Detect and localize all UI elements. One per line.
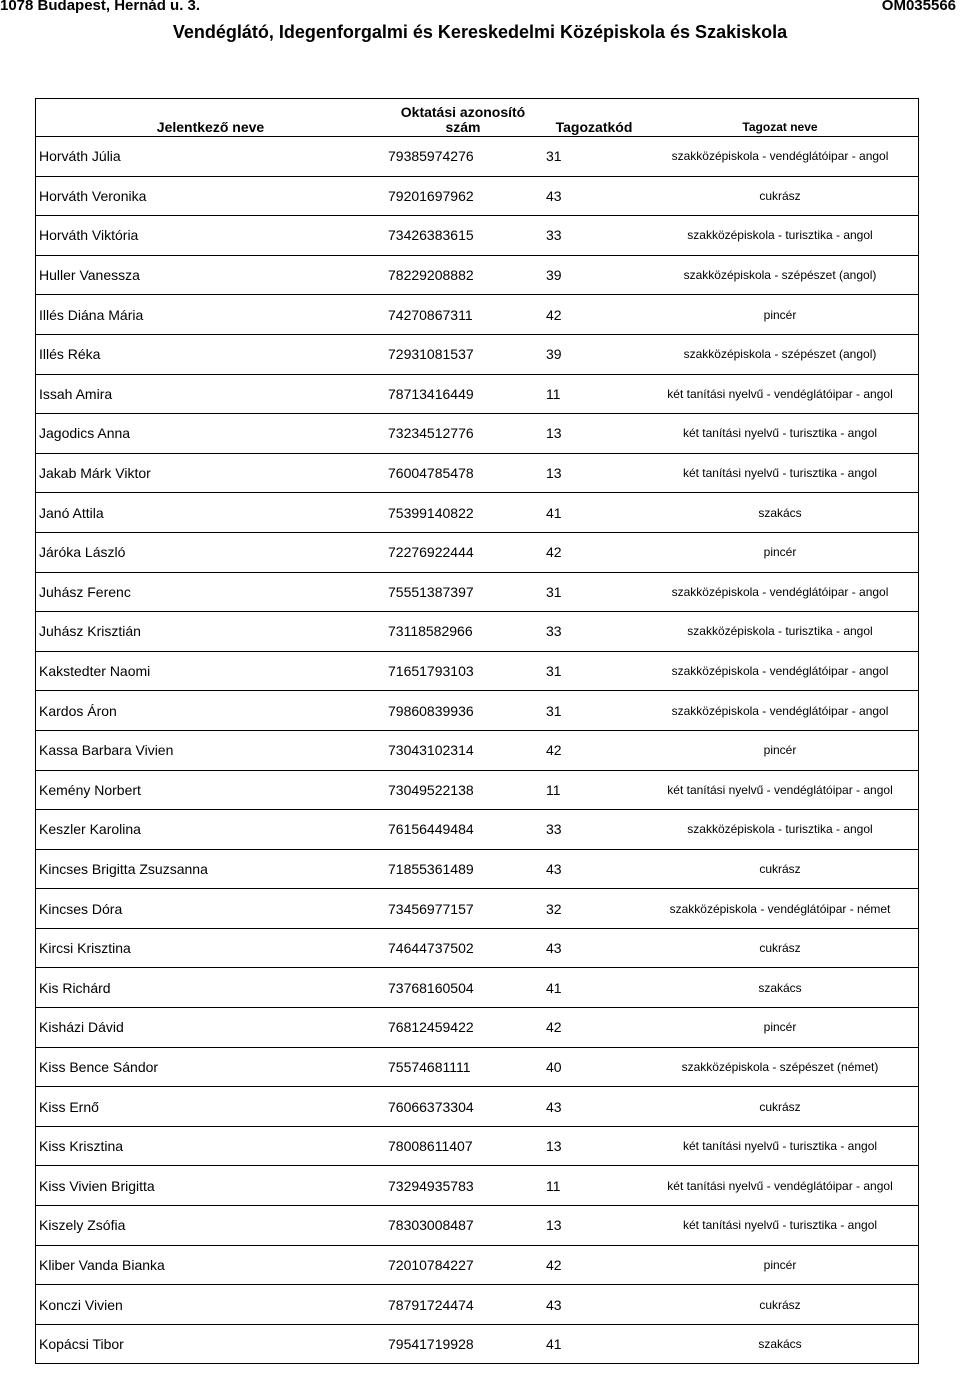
applicant-name-cell: Horváth Júlia xyxy=(36,137,383,177)
section-name-cell: szakács xyxy=(642,968,919,1008)
applicant-name-cell: Keszler Karolina xyxy=(36,810,383,850)
table-row xyxy=(36,810,919,850)
section-name-cell: pincér xyxy=(642,295,919,335)
section-code-cell: 13 xyxy=(538,453,642,493)
applicant-name-cell: Kiszely Zsófia xyxy=(36,1206,383,1246)
address: 1078 Budapest, Hernád u. 3. xyxy=(0,0,201,14)
table-row xyxy=(36,334,919,374)
table-row xyxy=(36,493,919,533)
om-code: OM035566 xyxy=(881,0,956,14)
table-row xyxy=(36,414,919,454)
section-code-cell: 42 xyxy=(538,295,642,335)
applicant-name-cell: Kiss Ernő xyxy=(36,1087,383,1127)
applicant-name-cell: Kircsi Krisztina xyxy=(36,928,383,968)
section-code-cell: 31 xyxy=(538,691,642,731)
education-id-cell: 79860839936 xyxy=(382,691,538,731)
section-code-cell: 13 xyxy=(538,1126,642,1166)
education-id-cell: 73043102314 xyxy=(382,730,538,770)
table-row xyxy=(36,928,919,968)
education-id-cell: 72010784227 xyxy=(382,1245,538,1285)
table-row xyxy=(36,889,919,929)
column-header-id-line1: Oktatási azonosító xyxy=(400,104,526,120)
applicant-name-cell: Kemény Norbert xyxy=(36,770,383,810)
applicant-name-cell: Kincses Brigitta Zsuzsanna xyxy=(36,849,383,889)
section-code-cell: 32 xyxy=(538,889,642,929)
column-header-id xyxy=(382,99,538,137)
section-name-cell: szakközépiskola - turisztika - angol xyxy=(642,810,919,850)
table-body xyxy=(36,137,919,1364)
section-name-cell: szakközépiskola - vendéglátóipar - angol xyxy=(642,691,919,731)
table-row xyxy=(36,1087,919,1127)
education-id-cell: 73426383615 xyxy=(382,216,538,256)
section-name-cell: két tanítási nyelvű - turisztika - angol xyxy=(642,453,919,493)
section-name-cell: két tanítási nyelvű - vendéglátóipar - angol xyxy=(642,374,919,414)
education-id-cell: 79385974276 xyxy=(382,137,538,177)
education-id-cell: 78713416449 xyxy=(382,374,538,414)
table-row xyxy=(36,137,919,177)
column-header-code: Tagozatkód xyxy=(538,99,642,137)
education-id-cell: 73456977157 xyxy=(382,889,538,929)
school-name: Vendéglátó, Idegenforgalmi és Kereskedelmi Középiskola és Szakiskola xyxy=(172,22,788,42)
table-row xyxy=(36,1126,919,1166)
section-name-cell: szakközépiskola - szépészet (angol) xyxy=(642,255,919,295)
applicant-name-cell: Jakab Márk Viktor xyxy=(36,453,383,493)
education-id-cell: 79201697962 xyxy=(382,176,538,216)
applicant-name-cell: Juhász Krisztián xyxy=(36,612,383,652)
applicant-name-cell: Kis Richárd xyxy=(36,968,383,1008)
table-row xyxy=(36,1047,919,1087)
section-code-cell: 43 xyxy=(538,1285,642,1325)
table-row xyxy=(36,295,919,335)
section-name-cell: két tanítási nyelvű - turisztika - angol xyxy=(642,1206,919,1246)
education-id-cell: 73234512776 xyxy=(382,414,538,454)
applicant-name-cell: Kiss Krisztina xyxy=(36,1126,383,1166)
table-row xyxy=(36,255,919,295)
section-name-cell: szakközépiskola - vendéglátóipar - angol xyxy=(642,651,919,691)
applicant-name-cell: Juhász Ferenc xyxy=(36,572,383,612)
applicant-name-cell: Kardos Áron xyxy=(36,691,383,731)
section-code-cell: 39 xyxy=(538,255,642,295)
section-code-cell: 31 xyxy=(538,137,642,177)
education-id-cell: 76004785478 xyxy=(382,453,538,493)
education-id-cell: 79541719928 xyxy=(382,1324,538,1364)
education-id-cell: 73049522138 xyxy=(382,770,538,810)
applicant-name-cell: Kiss Bence Sándor xyxy=(36,1047,383,1087)
applicant-name-cell: Horváth Veronika xyxy=(36,176,383,216)
section-code-cell: 33 xyxy=(538,612,642,652)
section-name-cell: két tanítási nyelvű - turisztika - angol xyxy=(642,414,919,454)
table-row xyxy=(36,532,919,572)
education-id-cell: 75399140822 xyxy=(382,493,538,533)
applicant-name-cell: Kiss Vivien Brigitta xyxy=(36,1166,383,1206)
section-code-cell: 40 xyxy=(538,1047,642,1087)
section-name-cell: pincér xyxy=(642,532,919,572)
section-code-cell: 11 xyxy=(538,1166,642,1206)
education-id-cell: 76812459422 xyxy=(382,1008,538,1048)
applicant-name-cell: Kakstedter Naomi xyxy=(36,651,383,691)
section-code-cell: 43 xyxy=(538,849,642,889)
section-code-cell: 31 xyxy=(538,572,642,612)
applicant-name-cell: Jagodics Anna xyxy=(36,414,383,454)
applicant-name-cell: Konczi Vivien xyxy=(36,1285,383,1325)
applicant-name-cell: Kopácsi Tibor xyxy=(36,1324,383,1364)
section-name-cell: cukrász xyxy=(642,1087,919,1127)
column-header-id-line2: szám xyxy=(445,119,481,135)
applicant-name-cell: Kisházi Dávid xyxy=(36,1008,383,1048)
section-name-cell: cukrász xyxy=(642,1285,919,1325)
section-code-cell: 43 xyxy=(538,176,642,216)
table-row xyxy=(36,691,919,731)
table-row xyxy=(36,453,919,493)
section-name-cell: szakközépiskola - turisztika - angol xyxy=(642,612,919,652)
table-row xyxy=(36,216,919,256)
section-name-cell: két tanítási nyelvű - vendéglátóipar - angol xyxy=(642,770,919,810)
education-id-cell: 71651793103 xyxy=(382,651,538,691)
education-id-cell: 78791724474 xyxy=(382,1285,538,1325)
education-id-cell: 73118582966 xyxy=(382,612,538,652)
section-name-cell: cukrász xyxy=(642,928,919,968)
education-id-cell: 73294935783 xyxy=(382,1166,538,1206)
section-name-cell: szakközépiskola - szépészet (angol) xyxy=(642,334,919,374)
education-id-cell: 74270867311 xyxy=(382,295,538,335)
applicants-table xyxy=(35,98,919,1364)
section-code-cell: 42 xyxy=(538,1245,642,1285)
table-row xyxy=(36,1166,919,1206)
table-row xyxy=(36,176,919,216)
applicant-name-cell: Kassa Barbara Vivien xyxy=(36,730,383,770)
section-name-cell: szakközépiskola - vendéglátóipar - angol xyxy=(642,137,919,177)
header-line xyxy=(0,0,960,14)
table-row xyxy=(36,770,919,810)
table-row xyxy=(36,572,919,612)
applicant-name-cell: Illés Réka xyxy=(36,334,383,374)
table-row xyxy=(36,374,919,414)
applicant-name-cell: Huller Vanessza xyxy=(36,255,383,295)
section-name-cell: pincér xyxy=(642,1245,919,1285)
applicant-name-cell: Illés Diána Mária xyxy=(36,295,383,335)
table-row xyxy=(36,1285,919,1325)
education-id-cell: 73768160504 xyxy=(382,968,538,1008)
section-code-cell: 31 xyxy=(538,651,642,691)
applicant-name-cell: Kliber Vanda Bianka xyxy=(36,1245,383,1285)
section-code-cell: 13 xyxy=(538,1206,642,1246)
table-row xyxy=(36,849,919,889)
applicant-name-cell: Járóka László xyxy=(36,532,383,572)
section-code-cell: 11 xyxy=(538,770,642,810)
section-code-cell: 13 xyxy=(538,414,642,454)
section-name-cell: szakács xyxy=(642,493,919,533)
table-row xyxy=(36,1008,919,1048)
section-name-cell: pincér xyxy=(642,730,919,770)
table-row xyxy=(36,1245,919,1285)
education-id-cell: 72931081537 xyxy=(382,334,538,374)
section-code-cell: 43 xyxy=(538,1087,642,1127)
section-code-cell: 11 xyxy=(538,374,642,414)
table-row xyxy=(36,651,919,691)
section-code-cell: 43 xyxy=(538,928,642,968)
table-row xyxy=(36,730,919,770)
applicant-name-cell: Janó Attila xyxy=(36,493,383,533)
section-name-cell: cukrász xyxy=(642,849,919,889)
education-id-cell: 75574681111 xyxy=(382,1047,538,1087)
section-code-cell: 41 xyxy=(538,1324,642,1364)
table-row xyxy=(36,1206,919,1246)
section-code-cell: 41 xyxy=(538,968,642,1008)
table-header-row xyxy=(36,99,919,137)
education-id-cell: 78008611407 xyxy=(382,1126,538,1166)
education-id-cell: 72276922444 xyxy=(382,532,538,572)
applicant-name-cell: Kincses Dóra xyxy=(36,889,383,929)
section-code-cell: 42 xyxy=(538,730,642,770)
section-code-cell: 33 xyxy=(538,216,642,256)
section-code-cell: 42 xyxy=(538,1008,642,1048)
education-id-cell: 78229208882 xyxy=(382,255,538,295)
section-name-cell: szakközépiskola - szépészet (német) xyxy=(642,1047,919,1087)
table-row xyxy=(36,612,919,652)
section-code-cell: 33 xyxy=(538,810,642,850)
education-id-cell: 78303008487 xyxy=(382,1206,538,1246)
column-header-name: Jelentkező neve xyxy=(36,99,383,137)
section-name-cell: két tanítási nyelvű - vendéglátóipar - angol xyxy=(642,1166,919,1206)
section-name-cell: szakács xyxy=(642,1324,919,1364)
section-name-cell: szakközépiskola - vendéglátóipar - német xyxy=(642,889,919,929)
education-id-cell: 75551387397 xyxy=(382,572,538,612)
section-name-cell: szakközépiskola - vendéglátóipar - angol xyxy=(642,572,919,612)
applicant-name-cell: Horváth Viktória xyxy=(36,216,383,256)
table-row xyxy=(36,968,919,1008)
education-id-cell: 76066373304 xyxy=(382,1087,538,1127)
education-id-cell: 71855361489 xyxy=(382,849,538,889)
section-name-cell: cukrász xyxy=(642,176,919,216)
section-name-cell: szakközépiskola - turisztika - angol xyxy=(642,216,919,256)
applicant-name-cell: Issah Amira xyxy=(36,374,383,414)
section-name-cell: pincér xyxy=(642,1008,919,1048)
education-id-cell: 74644737502 xyxy=(382,928,538,968)
table-row xyxy=(36,1324,919,1364)
section-name-cell: két tanítási nyelvű - turisztika - angol xyxy=(642,1126,919,1166)
section-code-cell: 39 xyxy=(538,334,642,374)
section-code-cell: 42 xyxy=(538,532,642,572)
section-code-cell: 41 xyxy=(538,493,642,533)
column-header-section: Tagozat neve xyxy=(642,99,919,137)
education-id-cell: 76156449484 xyxy=(382,810,538,850)
